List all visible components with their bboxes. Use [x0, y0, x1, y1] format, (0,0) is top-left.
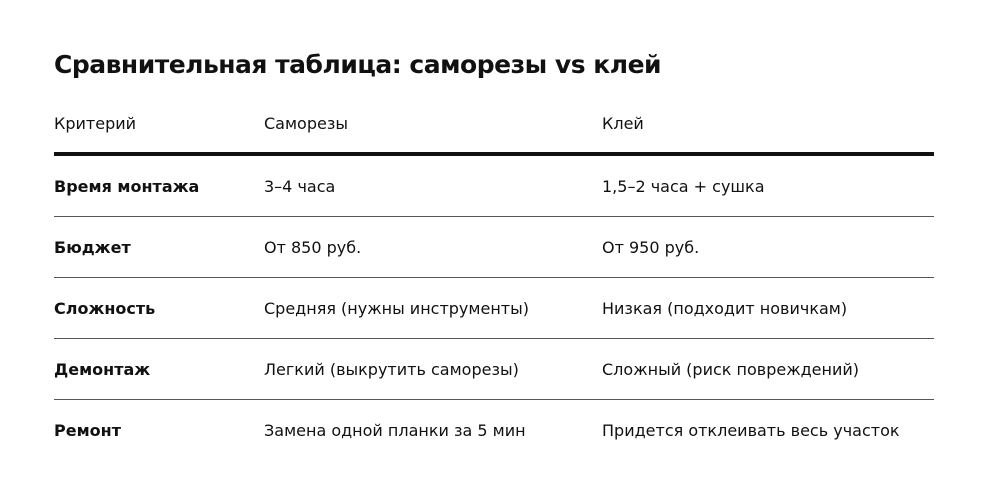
row-screws-value: Легкий (выкрутить саморезы)	[264, 339, 602, 400]
header-glue: Клей	[602, 114, 934, 154]
table-header-row	[54, 114, 934, 154]
row-screws-value: Замена одной планки за 5 мин	[264, 420, 526, 440]
row-criterion: Время монтажа	[54, 154, 264, 217]
row-glue-value: Придется отклеивать весь участок	[602, 420, 900, 440]
table-row	[54, 278, 934, 339]
row-screws-value: Средняя (нужны инструменты)	[264, 278, 602, 339]
row-glue-value: Низкая (подходит новичкам)	[602, 278, 934, 339]
header-criterion: Критерий	[54, 114, 264, 154]
table-row	[54, 339, 934, 400]
table-row	[54, 400, 934, 461]
table-row	[54, 217, 934, 278]
row-glue-value: От 950 руб.	[602, 217, 934, 278]
row-screws-value: 3–4 часа	[264, 154, 602, 217]
comparison-table	[54, 114, 934, 460]
content	[54, 48, 934, 460]
row-criterion: Сложность	[54, 278, 264, 339]
table-row	[54, 154, 934, 217]
row-glue-value: Сложный (риск повреждений)	[602, 339, 934, 400]
row-criterion: Бюджет	[54, 217, 264, 278]
row-criterion: Ремонт	[54, 420, 121, 440]
row-glue-value: 1,5–2 часа + сушка	[602, 154, 934, 217]
header-screws: Саморезы	[264, 114, 602, 154]
page-title: Сравнительная таблица: саморезы vs клей	[54, 50, 662, 79]
row-screws-value: От 850 руб.	[264, 217, 602, 278]
row-criterion: Демонтаж	[54, 339, 264, 400]
